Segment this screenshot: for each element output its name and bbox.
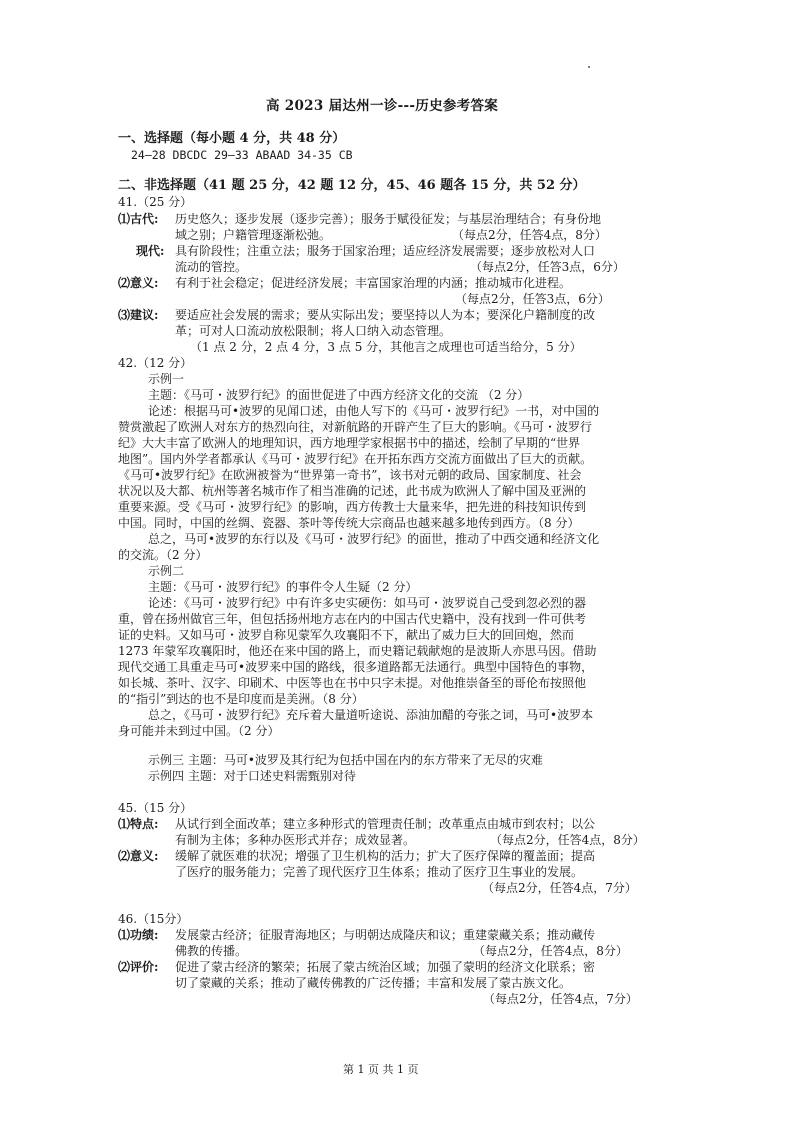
q41-part1-score: （每点2分，任答4点，8分） <box>452 228 607 242</box>
q42-example2-line: 1273 年蒙军攻襄阳时，他还在来中国的路上，而史籍记载献炮的是波斯人亦思马因。借助 <box>118 644 597 658</box>
page-title: 高 2023 届达州一诊---历史参考答案 <box>266 98 499 114</box>
q41-part1b-line2: 流动的管控。 <box>175 260 248 274</box>
q45-part2-line2: 了医疗的服务能力；完善了现代医疗卫生体系；推动了医疗卫生事业的发展。 <box>175 865 584 879</box>
q46-part2-line2: 切了蒙藏的关系；推动了藏传佛教的广泛传播；丰富和发展了蒙古族文化。 <box>175 976 572 990</box>
q41-part1b-label: 现代: <box>136 244 165 258</box>
q41-part2-label: ⑵意义: <box>118 276 159 290</box>
q42-example1-line: 赞赏激起了欧洲人对东方的热烈向往，对新航路的开辟产生了巨大的影响。《马可・波罗行 <box>118 420 593 434</box>
q45-part1-line1: 从试行到全面改革；建立多种形式的管理责任制；改革重点由城市到农村；以公 <box>175 817 596 831</box>
q42-example1-line: 论述：根据马可•波罗的见闻口述，由他人写下的《马可・波罗行纪》一书，对中国的 <box>148 404 600 418</box>
section2-heading: 二、非选择题（41 题 25 分，42 题 12 分，45、46 题各 15 分，共 52 分） <box>118 178 586 193</box>
q45-part2-line1: 缓解了就医难的状况；增强了卫生机构的活力；扩大了医疗保障的覆盖面；提高 <box>175 849 596 863</box>
q46-part1-line1: 发展蒙古经济；征服青海地区；与明朝达成隆庆和议；重建蒙藏关系；推动藏传 <box>175 928 596 942</box>
q42-example2-line: 论述：《马可・波罗行纪》中有许多史实硬伤：如马可・波罗说自己受到忽必烈的器 <box>148 596 587 610</box>
q41-part1b-score: （每点2分，任答3点，6分） <box>470 260 625 274</box>
q41-part3-label: ⑶建议: <box>118 308 159 322</box>
q41-part2-line1: 有利于社会稳定；促进经济发展；丰富国家治理的内涵；推动城市化进程。 <box>175 276 572 290</box>
q42-heading: 42.（12 分） <box>118 356 193 370</box>
q46-part2-score: （每点2分，任答4点，7分） <box>483 992 638 1006</box>
q42-example2-line: 重，曾在扬州做官三年，但包括扬州地方志在内的中国古代史籍中，没有找到一件可供考 <box>118 612 587 626</box>
q42-example1-line: 中国。同时，中国的丝绸、瓷器、茶叶等传统大宗商品也越来越多地传到西方。（8 分） <box>118 516 580 530</box>
q42-example1-line: 的交流。（2 分） <box>118 548 208 562</box>
q46-part1-score: （每点2分，任答4点，8分） <box>473 944 628 958</box>
q42-example1-line: 状况以及大都、杭州等著名城市作了相当准确的记述，此书成为欧洲人了解中国及亚洲的 <box>118 484 587 498</box>
q42-example1-line: 地图”。国内外学者都承认《马可・波罗行纪》在开拓东西方交流方面做出了巨大的贡献。 <box>118 452 593 466</box>
q46-part1-label: ⑴功绩: <box>118 928 159 942</box>
q42-example2-line: 证的史料。又如马可・波罗自称见蒙军久攻襄阳不下，献出了威力巨大的回回炮，然而 <box>118 628 575 642</box>
q45-heading: 45.（15 分） <box>118 801 193 815</box>
scan-dot <box>588 66 590 68</box>
q42-example2-line: 的“指引”到达的也不是印度而是美洲。（8 分） <box>118 692 364 706</box>
q42-example2-line: 现代交通工具重走马可•波罗来中国的路线，很多道路都无法通行。典型中国特色的事物， <box>118 660 594 674</box>
q41-part3-line1: 要适应社会发展的需求；要从实际出发；要坚持以人为本；要深化户籍制度的改 <box>175 308 596 322</box>
q42-example4: 示例四 主题：对于口述史料需甄别对待 <box>148 769 356 783</box>
q41-part1-label: ⑴古代: <box>118 212 159 226</box>
q42-example1-theme: 主题：《马可・波罗行纪》的面世促进了中西方经济文化的交流 （2 分） <box>148 388 530 402</box>
q45-part2-label: ⑵意义: <box>118 849 159 863</box>
q41-part1b-line1: 具有阶段性；注重立法；服务于国家治理；适应经济发展需要；逐步放松对人口 <box>175 244 596 258</box>
q41-part3-score: （1 点 2 分，2 点 4 分，3 点 5 分，其他言之成理也可适当给分，5 分） <box>190 340 582 354</box>
q41-part1-line1: 历史悠久；逐步发展（逐步完善）；服务于赋役征发；与基层治理结合；有身份地 <box>175 212 602 226</box>
q42-example2-line: 总之，《马可・波罗行纪》充斥着大量道听途说、添油加醋的夸张之词，马可•波罗本 <box>148 708 594 722</box>
q41-part3-line2: 革；可对人口流动放松限制；将人口纳入动态管理。 <box>175 324 452 338</box>
q46-part2-line1: 促进了蒙古经济的繁荣；拓展了蒙古统治区域；加强了蒙明的经济文化联系；密 <box>175 960 596 974</box>
q42-example2-line: 身可能并未到过中国。（2 分） <box>118 724 280 738</box>
q42-example3: 示例三 主题：马可•波罗及其行纪为包括中国在内的东方带来了无尽的灾难 <box>148 753 543 767</box>
q46-heading: 46.（15分） <box>118 912 189 926</box>
page-footer: 第 1 页 共 1 页 <box>343 1063 419 1076</box>
q42-example1-line: 重要来源。受《马可・波罗行纪》的影响，西方传教士大量来华，把先进的科技知识传到 <box>118 500 587 514</box>
q45-part2-score: （每点2分，任答4点，7分） <box>482 881 637 895</box>
q46-part1-line2: 佛教的传播。 <box>175 944 248 958</box>
q42-example2-line: 如长城、茶叶、汉字、印刷术、中医等也在书中只字未提。对他推崇备至的哥伦布按照他 <box>118 676 587 690</box>
q41-part1-line2: 域之别；户籍管理逐渐松弛。 <box>175 228 332 242</box>
q42-example2-label: 示例二 <box>148 564 185 578</box>
q42-example1-label: 示例一 <box>148 372 185 386</box>
q42-example1-line: 《马可•波罗行纪》在欧洲被誉为“世界第一奇书”，该书对元朝的政局、国家制度、社会 <box>118 468 582 482</box>
q45-part1-score: （每点2分，任答4点，8分） <box>490 833 645 847</box>
q46-part2-label: ⑵评价: <box>118 960 159 974</box>
q45-part1-line2: 有制为主体；多种办医形式并存；成效显著。 <box>175 833 416 847</box>
q42-example1-line: 总之，马可•波罗的东行以及《马可・波罗行纪》的面世，推动了中西交通和经济文化 <box>148 532 600 546</box>
q41-part2-score: （每点2分，任答3点，6分） <box>455 292 610 306</box>
section1-heading: 一、选择题（每小题 4 分，共 48 分） <box>118 131 346 146</box>
q42-example2-theme: 主题：《马可・波罗行纪》的事件令人生疑（2 分） <box>148 580 418 594</box>
q45-part1-label: ⑴特点: <box>118 817 159 831</box>
q42-example1-line: 纪》大大丰富了欧洲人的地理知识，西方地理学家根据书中的描述，绘制了早期的“世界 <box>118 436 581 450</box>
q41-heading: 41.（25 分） <box>118 195 193 209</box>
section1-answers: 24—28 DBCDC 29—33 ABAAD 34-35 CB <box>131 148 353 162</box>
